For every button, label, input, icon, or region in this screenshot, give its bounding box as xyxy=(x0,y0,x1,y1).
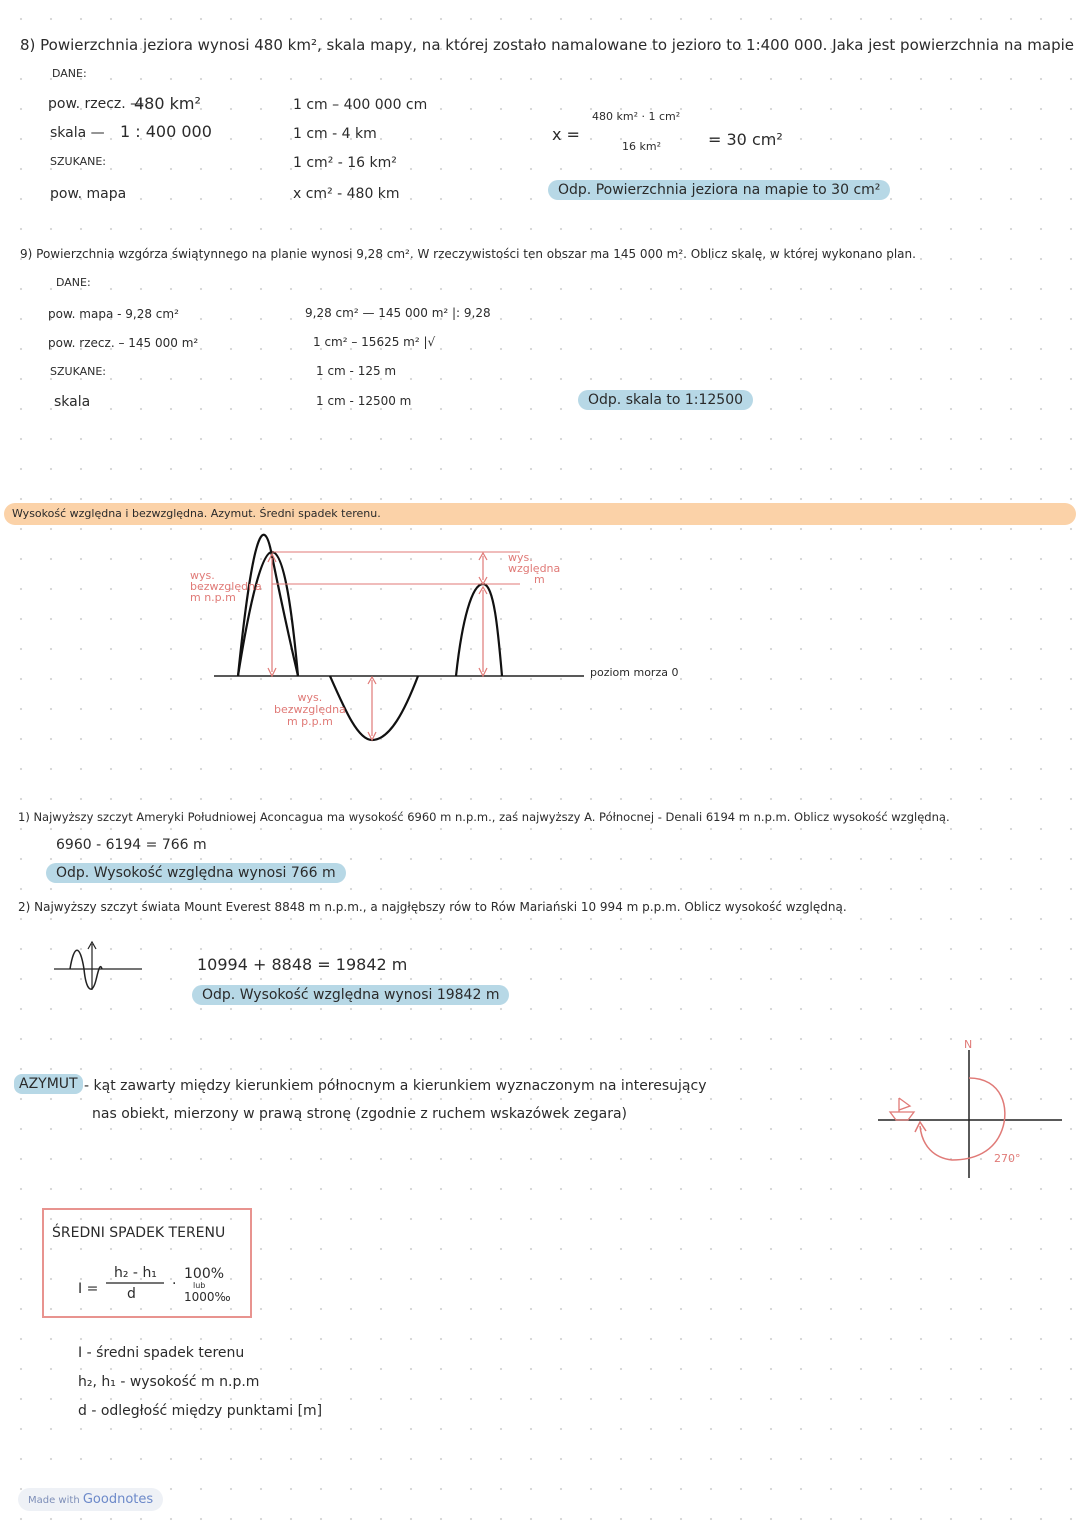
slope-or: lub xyxy=(193,1281,206,1290)
p8-calc-3: 1 cm² - 16 km² xyxy=(293,155,397,171)
q2-answer: Odp. Wysokość względna wynosi 19842 m xyxy=(192,985,509,1005)
p9-dane: DANE: xyxy=(56,276,91,289)
q1-question: 1) Najwyższy szczyt Ameryki Południowej Aconcagua ma wysokość 6960 m n.p.m., zaś najwyższy A. Północnej - Denali 6194 m n.p.m. Oblicz wysokość względną. xyxy=(18,810,950,824)
sea-level-label: poziom morza 0 xyxy=(590,666,679,679)
p8-fraction-result: = 30 cm² xyxy=(708,130,783,149)
p8-fraction-denominator: 16 km² xyxy=(622,140,661,153)
compass-north-label: N xyxy=(964,1038,973,1051)
p9-question: 9) Powierzchnia wzgórza świątynnego na planie wynosi 9,28 cm². W rzeczywistości ten obszar ma 145 000 m². Oblicz skalę, w której wykonano plan. xyxy=(20,247,916,261)
p9-skala: skala xyxy=(54,394,91,410)
slope-numerator: h₂ - h₁ xyxy=(114,1265,157,1281)
p8-calc-2: 1 cm - 4 km xyxy=(293,126,377,142)
p8-pow-rzecz-label: pow. rzecz. — xyxy=(48,96,145,112)
p8-answer: Odp. Powierzchnia jeziora na mapie to 30 cm² xyxy=(548,180,890,200)
p9-calc-1: 9,28 cm² — 145 000 m² |: 9,28 xyxy=(305,306,491,320)
p9-szukane: SZUKANE: xyxy=(50,365,106,378)
p9-calc-3: 1 cm - 125 m xyxy=(316,364,397,378)
small-mountain xyxy=(456,584,502,676)
p9-pow-rzecz: pow. rzecz. – 145 000 m² xyxy=(48,336,199,350)
q2-sketch-profile xyxy=(70,950,102,989)
azimuth-term: AZYMUT xyxy=(14,1074,83,1094)
rel-height-label: wys. względna m xyxy=(508,551,561,586)
depth-label: wys. bezwzględna m p.p.m xyxy=(274,691,346,728)
p8-pow-rzecz-value: 480 km² xyxy=(134,94,201,113)
abs-height-label: wys. bezwzględna m n.p.m xyxy=(190,569,262,604)
section-title: Wysokość względna i bezwzględna. Azymut. Średni spadek terenu. xyxy=(12,507,381,520)
q2-calc: 10994 + 8848 = 19842 m xyxy=(197,955,408,974)
slope-legend-3: d - odległość między punktami [m] xyxy=(78,1403,323,1419)
slope-permille: 1000‰ xyxy=(184,1290,231,1304)
azimuth-definition-line-1: - kąt zawarty między kierunkiem północnym a kierunkiem wyznaczonym na interesujący xyxy=(84,1078,707,1094)
slope-title: ŚREDNI SPADEK TERENU xyxy=(52,1225,226,1241)
slope-legend-2: h₂, h₁ - wysokość m n.p.m xyxy=(78,1374,260,1390)
q1-answer: Odp. Wysokość względna wynosi 766 m xyxy=(46,863,346,883)
p8-dane: DANE: xyxy=(52,67,87,80)
p8-question: 8) Powierzchnia jeziora wynosi 480 km², skala mapy, na której zostało namalowane to jezioro to 1:400 000. Jaka jest powierzchnia na mapie xyxy=(20,36,1075,54)
azimuth-definition-line-2: nas obiekt, mierzony w prawą stronę (zgodnie z ruchem wskazówek zegara) xyxy=(92,1106,628,1122)
slope-percent: 100% xyxy=(184,1266,225,1282)
azimuth-angle-label: 270° xyxy=(994,1152,1021,1165)
p8-fraction-numerator: 480 km² · 1 cm² xyxy=(592,110,681,123)
p8-calc-4: x cm² - 480 km xyxy=(293,186,400,202)
p8-pow-mapa: pow. mapa xyxy=(50,186,127,202)
p8-skala-value: 1 : 400 000 xyxy=(120,122,212,141)
q1-calc: 6960 - 6194 = 766 m xyxy=(56,837,207,853)
slope-times: · xyxy=(172,1276,177,1292)
q2-question: 2) Najwyższy szczyt świata Mount Everest 8848 m n.p.m., a najgłębszy rów to Rów Mariański 10 994 m p.p.m. Oblicz wysokość względną. xyxy=(18,900,847,914)
badge-brand: Goodnotes xyxy=(82,1492,154,1507)
p9-answer: Odp. skala to 1:12500 xyxy=(578,390,753,410)
azimuth-arc xyxy=(920,1078,1005,1160)
boat-icon xyxy=(899,1098,910,1112)
p8-x-label: x = xyxy=(552,125,580,144)
slope-legend-1: I - średni spadek terenu xyxy=(78,1345,245,1361)
p8-szukane: SZUKANE: xyxy=(50,155,106,168)
goodnotes-badge[interactable] xyxy=(18,1488,163,1511)
badge-made-with: Made with xyxy=(28,1495,80,1506)
p8-skala-label: skala — xyxy=(50,125,105,141)
slope-lhs: I = xyxy=(78,1281,99,1297)
p8-calc-1: 1 cm – 400 000 cm xyxy=(293,97,428,113)
p9-pow-mapa: pow. mapa - 9,28 cm² xyxy=(48,307,179,321)
p9-calc-4: 1 cm - 12500 m xyxy=(316,394,412,408)
p9-calc-2: 1 cm² – 15625 m² |√ xyxy=(313,335,436,349)
slope-denominator: d xyxy=(127,1286,136,1302)
